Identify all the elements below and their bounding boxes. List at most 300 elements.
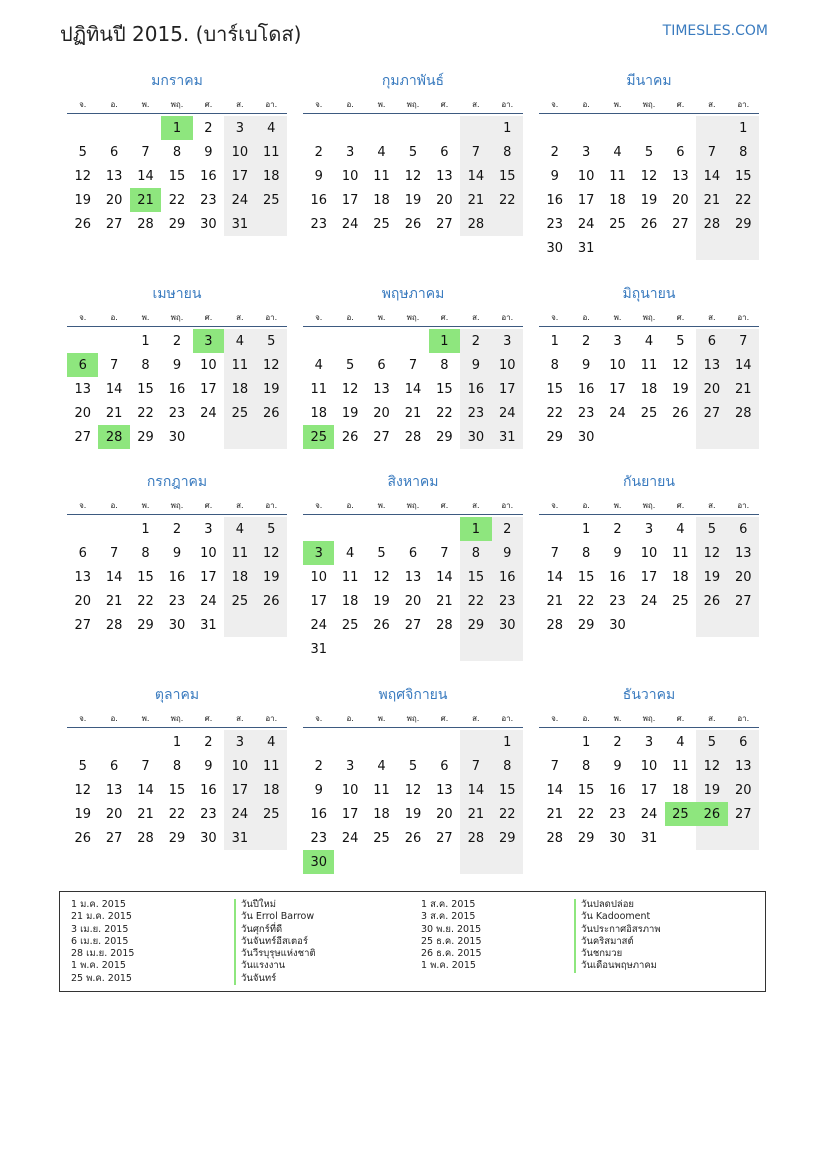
day-cell: 6	[78, 545, 87, 561]
weekday-label: อ.	[582, 313, 590, 322]
day-cell: 30	[200, 216, 217, 232]
day-cell: 26	[640, 216, 658, 232]
day-cell: 29	[137, 617, 154, 633]
empty-cell	[602, 116, 633, 140]
empty-cell	[130, 116, 161, 140]
month-name: กุมภาพันธ์	[381, 73, 445, 89]
days-grid	[303, 116, 523, 236]
weekday-label: อา.	[501, 714, 514, 723]
empty-cell	[665, 826, 696, 850]
weekday-label: ส.	[472, 100, 480, 109]
day-cell: 31	[577, 240, 595, 256]
day-cell: 29	[492, 826, 523, 850]
day-cell: 4	[644, 333, 654, 349]
empty-cell	[696, 116, 727, 140]
weekday-label: จ.	[551, 313, 559, 322]
weekday-label: อ.	[346, 100, 354, 109]
legend-holiday-name: วันวีรบุรุษแห่งชาติ	[234, 948, 316, 960]
day-cell: 27	[105, 830, 123, 846]
day-cell: 20	[672, 192, 689, 208]
empty-cell	[256, 826, 287, 850]
weekday-label: อา.	[737, 100, 750, 109]
weekday-label: ส.	[472, 313, 480, 322]
weekday-label: พฤ.	[170, 313, 184, 322]
empty-cell	[539, 116, 570, 140]
day-cell: 5	[408, 758, 418, 774]
weekday-label: พ.	[141, 714, 150, 723]
day-cell: 18	[224, 565, 255, 589]
day-cell: 12	[696, 754, 727, 778]
day-cell: 18	[373, 192, 390, 208]
days-grid	[303, 730, 523, 874]
day-cell: 24	[640, 593, 658, 609]
day-cell: 16	[609, 782, 626, 798]
days-grid	[539, 730, 759, 850]
day-cell: 24	[224, 188, 255, 212]
day-cell: 11	[373, 782, 390, 798]
holiday-day-cell: 6	[67, 353, 98, 377]
day-cell: 24	[341, 216, 359, 232]
empty-cell	[366, 637, 397, 661]
day-cell: 20	[696, 377, 727, 401]
day-cell: 6	[109, 758, 119, 774]
month-name: กรกฎาคม	[146, 474, 208, 490]
day-cell: 15	[546, 381, 563, 397]
day-cell: 19	[672, 381, 689, 397]
empty-cell	[728, 425, 759, 449]
day-cell: 6	[728, 517, 759, 541]
empty-cell	[67, 730, 98, 754]
day-cell: 6	[109, 144, 119, 160]
weekday-label: ส.	[236, 714, 244, 723]
day-cell: 12	[256, 541, 287, 565]
day-cell: 5	[408, 144, 418, 160]
day-cell: 1	[550, 333, 559, 349]
weekday-label: อ.	[110, 501, 118, 510]
day-cell: 14	[460, 164, 491, 188]
day-cell: 16	[168, 381, 186, 397]
legend-date: 1 พ.ค. 2015	[71, 960, 126, 972]
day-cell: 25	[224, 589, 255, 613]
day-cell: 4	[345, 545, 355, 561]
legend-dates-1	[71, 899, 134, 985]
day-cell: 23	[168, 405, 186, 421]
empty-cell	[67, 329, 98, 353]
day-cell: 27	[404, 617, 422, 633]
weekday-label: พ.	[613, 501, 622, 510]
empty-cell	[256, 425, 287, 449]
empty-cell	[460, 637, 491, 661]
day-cell: 19	[373, 593, 390, 609]
weekday-label: จ.	[315, 313, 323, 322]
day-cell: 25	[341, 617, 359, 633]
holiday-day-cell: 1	[460, 517, 491, 541]
day-cell: 30	[577, 429, 595, 445]
day-cell: 4	[377, 758, 386, 774]
empty-cell	[728, 613, 759, 637]
holiday-day-cell: 21	[130, 188, 161, 212]
day-cell: 16	[577, 381, 595, 397]
month-block	[539, 284, 759, 449]
days-grid	[539, 517, 759, 637]
day-cell: 16	[546, 192, 563, 208]
day-cell: 23	[310, 216, 327, 232]
day-cell: 14	[460, 778, 491, 802]
weekday-label: จ.	[79, 714, 87, 723]
day-cell: 9	[204, 758, 213, 774]
month-block	[67, 284, 287, 449]
weekday-label: จ.	[79, 100, 87, 109]
brand-link[interactable]: TIMESLES.COM	[662, 23, 768, 39]
day-cell: 5	[696, 730, 727, 754]
day-cell: 26	[341, 429, 359, 445]
month-block	[67, 472, 287, 637]
day-cell: 4	[676, 734, 685, 750]
day-cell: 30	[168, 617, 186, 633]
day-cell: 17	[609, 381, 626, 397]
day-cell: 29	[728, 212, 759, 236]
empty-cell	[130, 730, 161, 754]
empty-cell	[303, 517, 334, 541]
day-cell: 23	[492, 589, 523, 613]
weekday-label: พฤ.	[406, 714, 420, 723]
day-cell: 25	[640, 405, 658, 421]
weekday-label: จ.	[79, 501, 87, 510]
day-cell: 9	[314, 168, 323, 184]
day-cell: 22	[492, 802, 523, 826]
day-cell: 17	[640, 782, 658, 798]
day-cell: 7	[460, 754, 491, 778]
empty-cell	[492, 212, 523, 236]
day-cell: 15	[460, 565, 491, 589]
empty-cell	[429, 517, 460, 541]
day-cell: 10	[341, 168, 359, 184]
day-cell: 24	[310, 617, 327, 633]
day-cell: 17	[640, 569, 658, 585]
day-cell: 23	[460, 401, 491, 425]
legend-holiday-name: วันชกมวย	[574, 948, 661, 960]
day-cell: 24	[609, 405, 626, 421]
day-cell: 3	[613, 333, 622, 349]
day-cell: 6	[440, 144, 449, 160]
day-cell: 9	[314, 782, 323, 798]
day-cell: 15	[577, 782, 595, 798]
day-cell: 7	[109, 545, 119, 561]
day-cell: 5	[78, 758, 87, 774]
legend-names-2	[574, 899, 661, 973]
day-cell: 14	[105, 381, 123, 397]
empty-cell	[98, 329, 129, 353]
day-cell: 26	[256, 589, 287, 613]
day-cell: 11	[672, 545, 689, 561]
day-cell: 16	[310, 192, 327, 208]
day-cell: 29	[137, 429, 154, 445]
day-cell: 2	[204, 734, 213, 750]
day-cell: 10	[200, 545, 217, 561]
empty-cell	[224, 425, 255, 449]
day-cell: 4	[377, 144, 386, 160]
empty-cell	[397, 116, 428, 140]
weekday-label: ศ.	[676, 501, 685, 510]
day-cell: 9	[613, 545, 622, 561]
day-cell: 9	[550, 168, 559, 184]
day-cell: 21	[696, 188, 727, 212]
holiday-day-cell: 26	[696, 802, 727, 826]
day-cell: 20	[74, 593, 91, 609]
weekday-label: อา.	[737, 313, 750, 322]
day-cell: 21	[460, 802, 491, 826]
page-title: ปฏิทินปี 2015. (บาร์เบโดส)	[60, 22, 302, 46]
weekday-label: อา.	[737, 714, 750, 723]
day-cell: 26	[74, 216, 91, 232]
weekday-label: จ.	[315, 100, 323, 109]
day-cell: 4	[613, 144, 622, 160]
day-cell: 28	[404, 429, 422, 445]
day-cell: 18	[672, 569, 689, 585]
day-cell: 21	[105, 593, 123, 609]
empty-cell	[334, 730, 365, 754]
day-cell: 11	[256, 140, 287, 164]
empty-cell	[193, 425, 224, 449]
weekday-header	[303, 497, 523, 515]
day-cell: 12	[341, 381, 359, 397]
day-cell: 27	[105, 216, 123, 232]
weekday-label: พฤ.	[406, 501, 420, 510]
empty-cell	[460, 730, 491, 754]
day-cell: 17	[310, 593, 327, 609]
weekday-label: พฤ.	[406, 313, 420, 322]
weekday-label: ศ.	[440, 714, 449, 723]
legend-names-1	[234, 899, 316, 985]
empty-cell	[665, 613, 696, 637]
day-cell: 18	[672, 782, 689, 798]
day-cell: 18	[373, 806, 390, 822]
day-cell: 18	[640, 381, 658, 397]
day-cell: 20	[436, 192, 453, 208]
day-cell: 22	[137, 593, 154, 609]
day-cell: 19	[404, 806, 422, 822]
weekday-label: ส.	[472, 501, 480, 510]
day-cell: 15	[577, 569, 595, 585]
month-block	[303, 71, 523, 236]
day-cell: 23	[200, 192, 217, 208]
weekday-label: อา.	[265, 501, 278, 510]
weekday-label: พฤ.	[406, 100, 420, 109]
month-block	[67, 685, 287, 850]
holiday-day-cell: 25	[303, 425, 334, 449]
day-cell: 1	[728, 116, 759, 140]
day-cell: 14	[404, 381, 422, 397]
day-cell: 16	[460, 377, 491, 401]
day-cell: 7	[408, 357, 418, 373]
day-cell: 19	[640, 192, 658, 208]
legend-holiday-name: วันศุกร์ที่ดี	[234, 924, 316, 936]
day-cell: 4	[224, 329, 255, 353]
empty-cell	[602, 236, 633, 260]
weekday-label: พ.	[141, 100, 150, 109]
holiday-day-cell: 1	[429, 329, 460, 353]
day-cell: 8	[728, 140, 759, 164]
day-cell: 27	[672, 216, 689, 232]
month-name: ธันวาคม	[622, 687, 676, 703]
day-cell: 16	[200, 168, 217, 184]
legend-holiday-name: วันแรงงาน	[234, 960, 316, 972]
day-cell: 28	[105, 617, 123, 633]
day-cell: 23	[200, 806, 217, 822]
month-block	[303, 472, 523, 661]
day-cell: 8	[440, 357, 449, 373]
day-cell: 28	[728, 401, 759, 425]
day-cell: 2	[314, 758, 323, 774]
weekday-label: ส.	[708, 313, 716, 322]
day-cell: 22	[168, 806, 186, 822]
day-cell: 23	[609, 806, 626, 822]
day-cell: 27	[696, 401, 727, 425]
day-cell: 16	[200, 782, 217, 798]
weekday-label: อ.	[110, 100, 118, 109]
empty-cell	[429, 637, 460, 661]
empty-cell	[397, 730, 428, 754]
day-cell: 13	[728, 541, 759, 565]
day-cell: 25	[373, 830, 390, 846]
weekday-label: พฤ.	[170, 714, 184, 723]
day-cell: 13	[436, 782, 453, 798]
empty-cell	[303, 116, 334, 140]
day-cell: 27	[373, 429, 390, 445]
weekday-label: ศ.	[676, 313, 685, 322]
day-cell: 8	[141, 545, 150, 561]
day-cell: 29	[577, 830, 595, 846]
day-cell: 1	[581, 521, 591, 537]
day-cell: 28	[137, 830, 154, 846]
legend-holiday-name: วันจันทร์	[234, 973, 316, 985]
day-cell: 23	[577, 405, 595, 421]
legend-date: 1 ส.ค. 2015	[421, 899, 476, 910]
day-cell: 8	[550, 357, 559, 373]
legend-date: 25 ธ.ค. 2015	[421, 935, 482, 947]
empty-cell	[334, 329, 365, 353]
legend-date: 1 พ.ค. 2015	[421, 960, 476, 972]
days-grid	[67, 116, 287, 236]
day-cell: 14	[728, 353, 759, 377]
day-cell: 25	[256, 188, 287, 212]
weekday-label: พฤ.	[170, 100, 184, 109]
empty-cell	[696, 425, 727, 449]
day-cell: 11	[609, 168, 626, 184]
month-block	[539, 685, 759, 850]
day-cell: 15	[168, 782, 186, 798]
days-grid	[539, 116, 759, 260]
day-cell: 14	[546, 782, 563, 798]
weekday-label: จ.	[551, 100, 559, 109]
day-cell: 17	[224, 778, 255, 802]
day-cell: 27	[436, 216, 453, 232]
day-cell: 7	[696, 140, 727, 164]
day-cell: 26	[672, 405, 689, 421]
day-cell: 13	[74, 569, 91, 585]
days-grid	[67, 517, 287, 637]
day-cell: 23	[310, 830, 327, 846]
weekday-label: ศ.	[204, 100, 213, 109]
weekday-label: อา.	[501, 100, 514, 109]
day-cell: 6	[377, 357, 386, 373]
day-cell: 29	[460, 613, 491, 637]
weekday-header	[539, 309, 759, 327]
legend-holiday-name: วันคริสมาสต์	[574, 936, 661, 948]
empty-cell	[256, 613, 287, 637]
day-cell: 2	[581, 333, 591, 349]
day-cell: 30	[460, 425, 491, 449]
day-cell: 16	[492, 565, 523, 589]
day-cell: 6	[408, 545, 418, 561]
empty-cell	[334, 116, 365, 140]
holiday-day-cell: 3	[303, 541, 334, 565]
day-cell: 5	[696, 517, 727, 541]
day-cell: 19	[256, 377, 287, 401]
day-cell: 20	[436, 806, 453, 822]
day-cell: 11	[256, 754, 287, 778]
weekday-header	[67, 497, 287, 515]
day-cell: 3	[492, 329, 523, 353]
weekday-label: อา.	[265, 313, 278, 322]
day-cell: 18	[256, 164, 287, 188]
day-cell: 30	[546, 240, 563, 256]
empty-cell	[397, 329, 428, 353]
month-name: ตุลาคม	[154, 687, 200, 703]
day-cell: 31	[224, 826, 255, 850]
day-cell: 5	[78, 144, 87, 160]
weekday-label: พ.	[377, 714, 386, 723]
empty-cell	[98, 730, 129, 754]
month-name: กันยายน	[623, 474, 675, 490]
day-cell: 11	[373, 168, 390, 184]
month-block	[539, 472, 759, 637]
empty-cell	[224, 613, 255, 637]
empty-cell	[366, 517, 397, 541]
day-cell: 3	[644, 734, 654, 750]
legend-holiday-name: วันปลดปล่อย	[574, 899, 661, 911]
day-cell: 6	[676, 144, 685, 160]
day-cell: 18	[256, 778, 287, 802]
day-cell: 20	[74, 405, 91, 421]
day-cell: 20	[105, 192, 123, 208]
day-cell: 26	[373, 617, 390, 633]
day-cell: 2	[204, 120, 213, 136]
weekday-label: ศ.	[204, 313, 213, 322]
weekday-label: ส.	[236, 313, 244, 322]
empty-cell	[728, 826, 759, 850]
day-cell: 21	[105, 405, 123, 421]
day-cell: 3	[644, 521, 654, 537]
empty-cell	[397, 517, 428, 541]
day-cell: 4	[256, 730, 287, 754]
legend-holiday-name: วันเดือนพฤษภาคม	[574, 960, 661, 972]
day-cell: 10	[640, 758, 658, 774]
day-cell: 10	[224, 140, 255, 164]
weekday-header	[303, 309, 523, 327]
day-cell: 11	[341, 569, 359, 585]
day-cell: 31	[224, 212, 255, 236]
day-cell: 20	[105, 806, 123, 822]
day-cell: 3	[581, 144, 591, 160]
legend-date: 30 พ.ย. 2015	[421, 923, 482, 935]
day-cell: 23	[168, 593, 186, 609]
day-cell: 22	[137, 405, 154, 421]
empty-cell	[633, 116, 664, 140]
day-cell: 6	[440, 758, 449, 774]
day-cell: 27	[436, 830, 453, 846]
day-cell: 22	[577, 806, 595, 822]
